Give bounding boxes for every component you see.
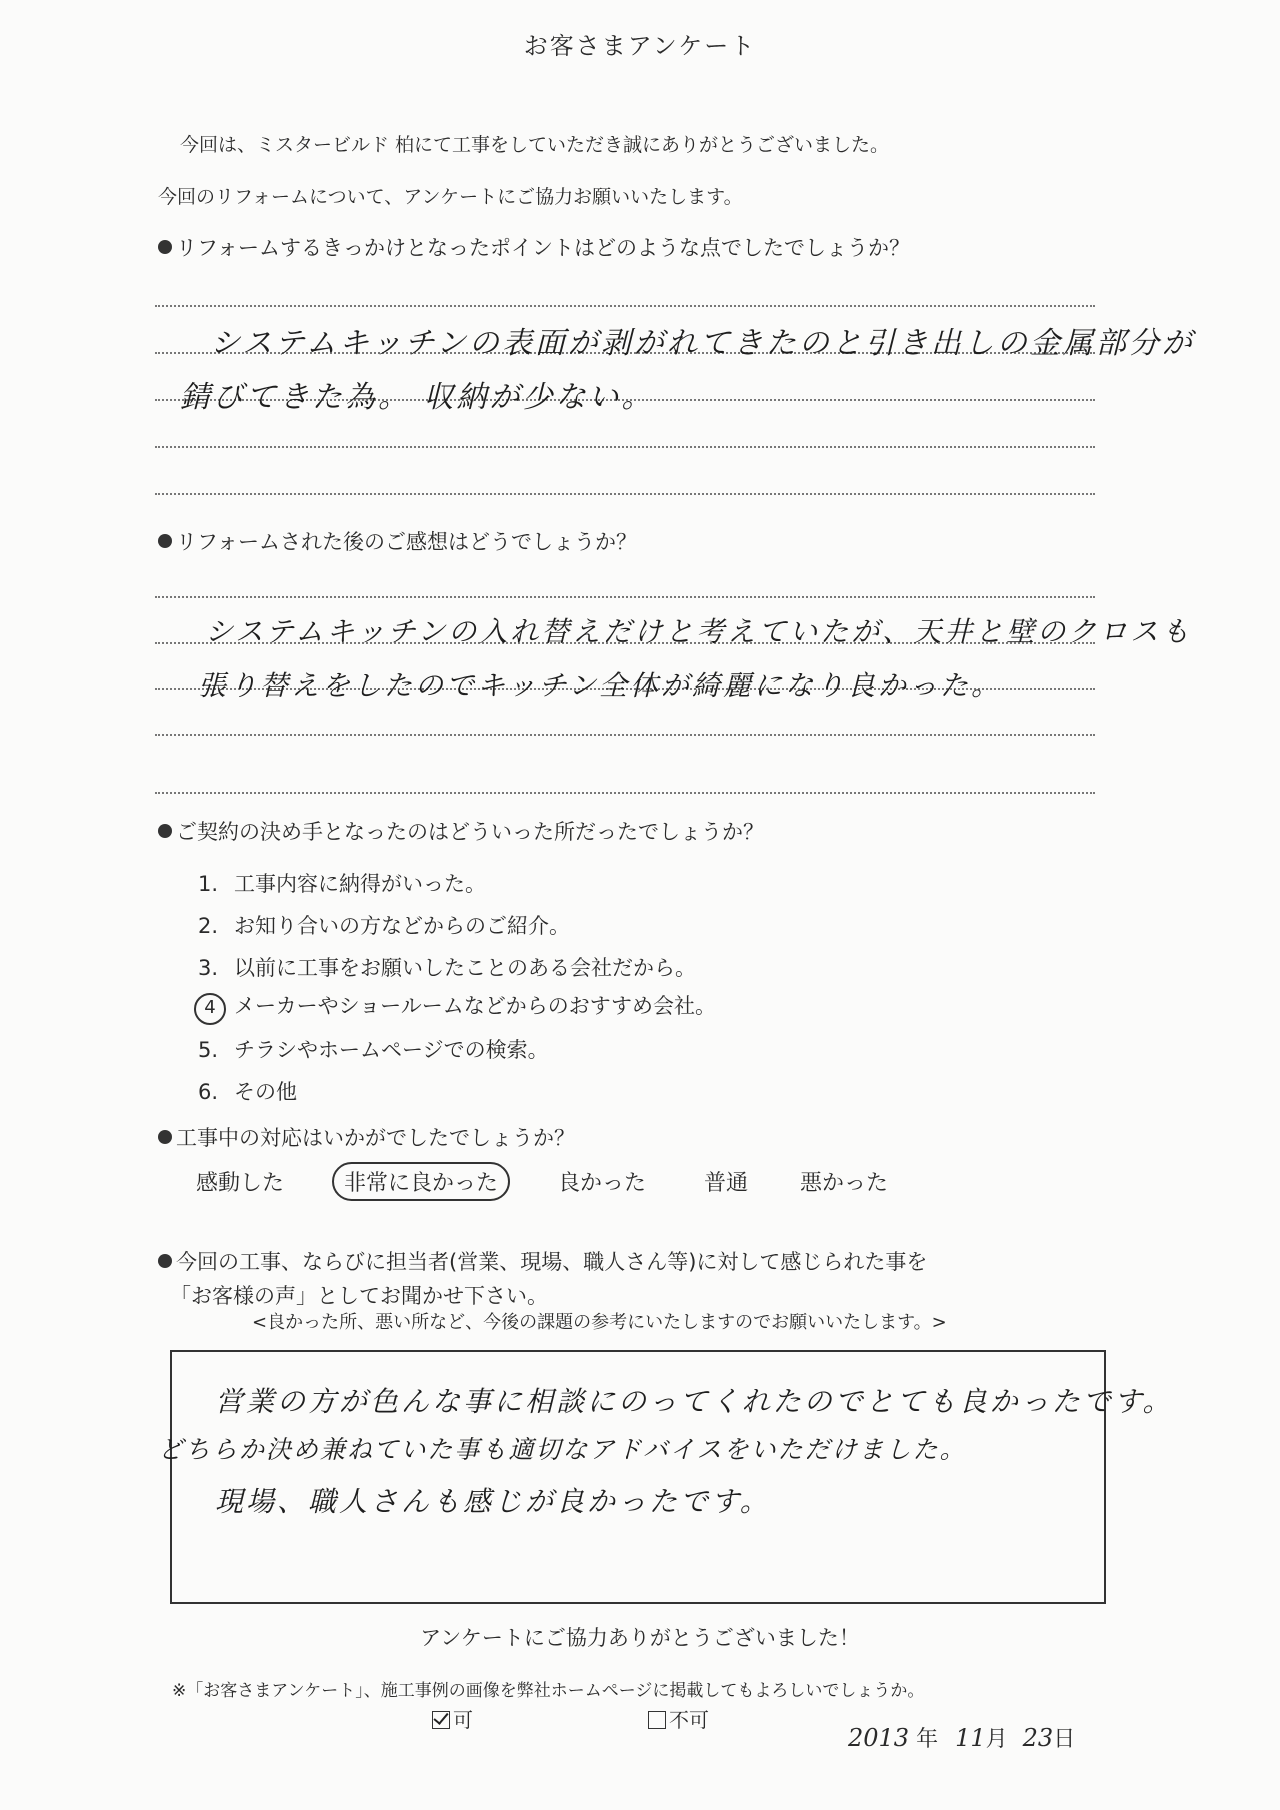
date-year: 2013 <box>848 1724 910 1752</box>
option-5: 5. チラシやホームページでの検索。 <box>198 1038 549 1062</box>
consent-note: ※「お客さまアンケート」、施工事例の画像を弊社ホームページに掲載してもよろしいでしょうか。 <box>172 1681 925 1701</box>
question-4-text: 工事中の対応はいかがでしたでしょうか？ <box>176 1126 575 1150</box>
option-6: 6. その他 <box>198 1080 297 1104</box>
answer-1-line-2: 錆びてきた為。 収納が少ない。 <box>180 380 655 415</box>
ruled-line <box>155 734 1095 736</box>
question-5-text-1: 今回の工事、ならびに担当者(営業、現場、職人さん等)に対して感じられた事を <box>176 1250 928 1274</box>
question-4 <box>158 1122 575 1152</box>
answer-1-line-1: システムキッチンの表面が剥がれてきたのと引き出しの金属部分が <box>210 326 1195 361</box>
option-1: 1. 工事内容に納得がいった。 <box>198 872 486 896</box>
option-4-selected: 4 メーカーやショールームなどからのおすすめ会社。 <box>198 990 716 1025</box>
ruled-line <box>155 305 1095 307</box>
rating-option: 悪かった <box>800 1171 889 1196</box>
page-title: お客さまアンケート <box>523 32 757 60</box>
question-1-text: リフォームするきっかけとなったポイントはどのような点でしたでしょうか？ <box>176 236 910 260</box>
rating-option-selected: 非常に良かった <box>332 1162 510 1201</box>
bullet-icon <box>158 534 172 548</box>
selected-circle: 4 <box>194 993 226 1025</box>
intro-line-2: 今回のリフォームについて、アンケートにご協力お願いいたします。 <box>158 186 743 208</box>
question-2 <box>158 526 637 556</box>
answer-5-line-3: 現場、職人さんも感じが良かったです。 <box>215 1485 771 1518</box>
answer-5-line-2: どちらか決め兼ねていた事も適切なアドバイスをいただけました。 <box>158 1435 967 1464</box>
question-1 <box>158 232 910 262</box>
thanks-message: アンケートにご協力ありがとうございました！ <box>420 1626 860 1650</box>
answer-2-line-1: システムキッチンの入れ替えだけと考えていたが、天井と壁のクロスも <box>205 615 1193 648</box>
question-5 <box>158 1246 927 1276</box>
ruled-line <box>155 446 1095 448</box>
question-5-text-2: 「お客様の声」としてお聞かせ下さい。 <box>170 1284 548 1308</box>
checked-checkbox-icon <box>432 1711 450 1729</box>
date-day: 23 <box>1022 1724 1054 1752</box>
checkbox-icon <box>648 1711 666 1729</box>
question-3-text: ご契約の決め手となったのはどういった所だったでしょうか？ <box>176 820 764 844</box>
date-month: 11 <box>955 1724 986 1752</box>
bullet-icon <box>158 1254 172 1268</box>
option-2: 2. お知り合いの方などからのご紹介。 <box>198 914 570 938</box>
bullet-icon <box>158 240 172 254</box>
question-5-hint: <良かった所、悪い所など、今後の課題の参考にいたしますのでお願いいたします。> <box>252 1312 947 1333</box>
rating-option: 普通 <box>704 1171 749 1196</box>
question-2-text: リフォームされた後のご感想はどうでしょうか？ <box>176 530 637 554</box>
consent-yes: 可 <box>432 1704 473 1733</box>
ruled-line <box>155 493 1095 495</box>
bullet-icon <box>158 1130 172 1144</box>
consent-no: 不可 <box>648 1704 709 1733</box>
date: 2013 年 11月 23日 <box>848 1724 1076 1752</box>
bullet-icon <box>158 824 172 838</box>
rating-option: 感動した <box>196 1171 285 1196</box>
answer-2-line-2: 張り替えをしたのでキッチン全体が綺麗になり良かった。 <box>198 669 1003 702</box>
intro-line-1: 今回は、ミスタービルド 柏にて工事をしていただき誠にありがとうございました。 <box>180 134 890 156</box>
ruled-line <box>155 792 1095 794</box>
option-3: 3. 以前に工事をお願いしたことのある会社だから。 <box>198 956 696 980</box>
ruled-line <box>155 596 1095 598</box>
rating-option: 良かった <box>558 1171 647 1196</box>
answer-5-line-1: 営業の方が色んな事に相談にのってくれたのでとても良かったです。 <box>215 1385 1174 1418</box>
question-3 <box>158 816 764 846</box>
